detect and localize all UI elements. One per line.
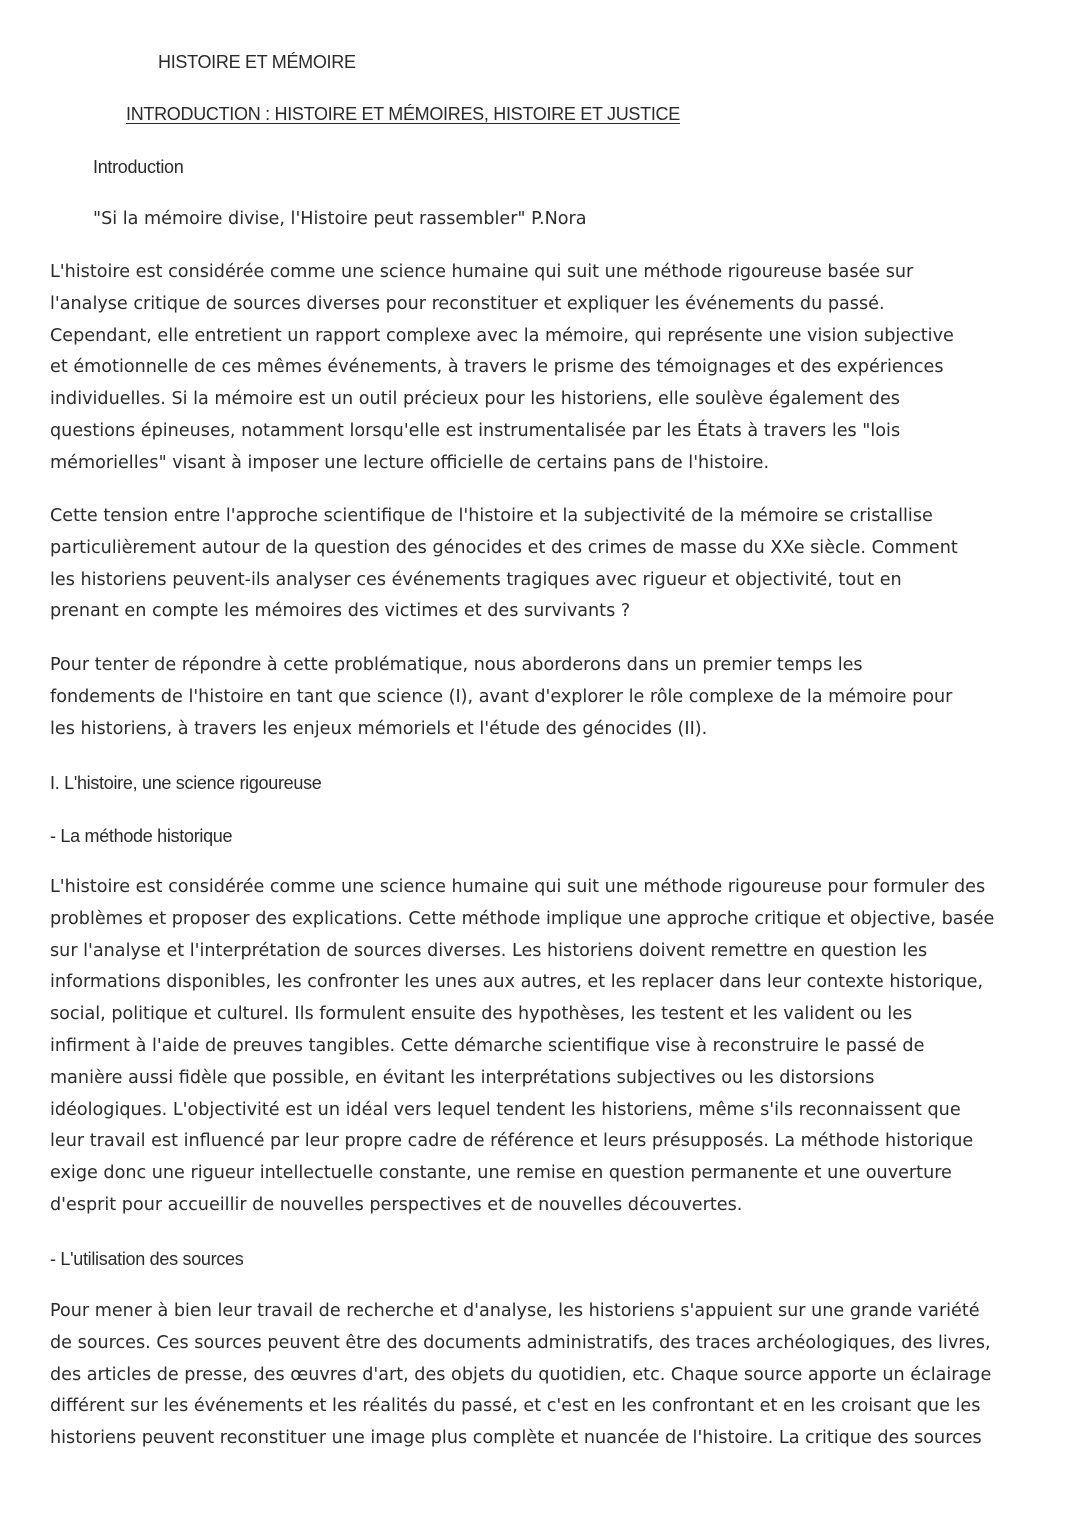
text-line: les historiens peuvent-ils analyser ces événements tragiques avec rigueur et objectivité, tout en — [50, 569, 902, 590]
text-line: et émotionnelle de ces mêmes événements, à travers le prisme des témoignages et des expériences — [50, 357, 944, 378]
paragraph-3 — [50, 650, 952, 745]
text-line: L'histoire est considérée comme une science humaine qui suit une méthode rigoureuse basée sur — [50, 262, 914, 282]
text-line: Pour tenter de répondre à cette problématique, nous aborderons dans un premier temps les — [50, 655, 863, 675]
paragraph-2 — [50, 501, 958, 628]
text-line: individuelles. Si la mémoire est un outil précieux pour les historiens, elle soulève également des — [50, 389, 900, 410]
section-1-heading: I. L'histoire, une science rigoureuse — [50, 773, 322, 793]
subsection-method-heading: - La méthode historique — [50, 826, 233, 846]
text-line: les historiens, à travers les enjeux mémoriels et l'étude des génocides (II). — [50, 718, 708, 739]
text-line: historiens peuvent reconstituer une image plus complète et nuancée de l'histoire. La critique des sources — [50, 1428, 982, 1449]
quote: "Si la mémoire divise, l'Histoire peut rassembler" P.Nora — [93, 209, 587, 229]
text-line: prenant en compte les mémoires des victimes et des survivants ? — [50, 601, 631, 622]
document-title: HISTOIRE ET MÉMOIRE — [158, 52, 356, 72]
text-line: L'histoire est considérée comme une science humaine qui suit une méthode rigoureuse pour formuler des — [50, 877, 986, 897]
text-line: exige donc une rigueur intellectuelle constante, une remise en question permanente et une ouverture — [50, 1163, 952, 1184]
text-line: questions épineuses, notamment lorsqu'elle est instrumentalisée par les États à travers les "lois — [50, 420, 901, 441]
text-line: de sources. Ces sources peuvent être des documents administratifs, des traces archéologiques, des livres, — [50, 1332, 991, 1353]
paragraph-4 — [50, 872, 994, 1222]
text-line: mémorielles" visant à imposer une lecture officielle de certains pans de l'histoire. — [50, 452, 770, 473]
text-line: particulièrement autour de la question des génocides et des crimes de masse du XXe siècle. Comment — [50, 537, 958, 558]
text-line: idéologiques. L'objectivité est un idéal vers lequel tendent les historiens, même s'ils reconnaissent que — [50, 1099, 961, 1120]
text-line: Pour mener à bien leur travail de recherche et d'analyse, les historiens s'appuient sur une grande variété — [50, 1301, 980, 1321]
text-line: fondements de l'histoire en tant que science (I), avant d'explorer le rôle complexe de la mémoire pour — [50, 686, 953, 707]
text-line: différent sur les événements et les réalités du passé, et c'est en les confrontant et en les croisant que les — [50, 1396, 981, 1417]
text-line: Cependant, elle entretient un rapport complexe avec la mémoire, qui représente une vision subjective — [50, 325, 954, 346]
chapter-title: INTRODUCTION : HISTOIRE ET MÉMOIRES, HISTOIRE ET JUSTICE — [126, 104, 680, 124]
text-line: sur l'analyse et l'interprétation de sources diverses. Les historiens doivent remettre en question les — [50, 940, 928, 961]
text-line: Cette tension entre l'approche scientifique de l'histoire et la subjectivité de la mémoire se cristallise — [50, 506, 933, 526]
paragraph-5 — [50, 1296, 991, 1455]
text-line: informations disponibles, les confronter les unes aux autres, et les replacer dans leur contexte historique, — [50, 972, 984, 993]
text-line: d'esprit pour accueillir de nouvelles perspectives et de nouvelles découvertes. — [50, 1194, 743, 1215]
text-line: l'analyse critique de sources diverses pour reconstituer et expliquer les événements du passé. — [50, 293, 885, 314]
text-line: problèmes et proposer des explications. Cette méthode implique une approche critique et objective, basée — [50, 908, 995, 929]
text-line: social, politique et culturel. Ils formulent ensuite des hypothèses, les testent et les valident ou les — [50, 1004, 913, 1025]
text-line: leur travail est influencé par leur propre cadre de référence et leurs présupposés. La méthode historique — [50, 1131, 974, 1152]
text-line: manière aussi fidèle que possible, en évitant les interprétations subjectives ou les distorsions — [50, 1067, 875, 1088]
intro-heading: Introduction — [93, 157, 184, 177]
subsection-sources-heading: - L'utilisation des sources — [50, 1249, 244, 1269]
text-line: infirment à l'aide de preuves tangibles. Cette démarche scientifique vise à reconstruire le passé de — [50, 1035, 925, 1056]
paragraph-1 — [50, 257, 954, 480]
text-line: des articles de presse, des œuvres d'art, des objets du quotidien, etc. Chaque source apporte un éclairage — [50, 1364, 992, 1385]
